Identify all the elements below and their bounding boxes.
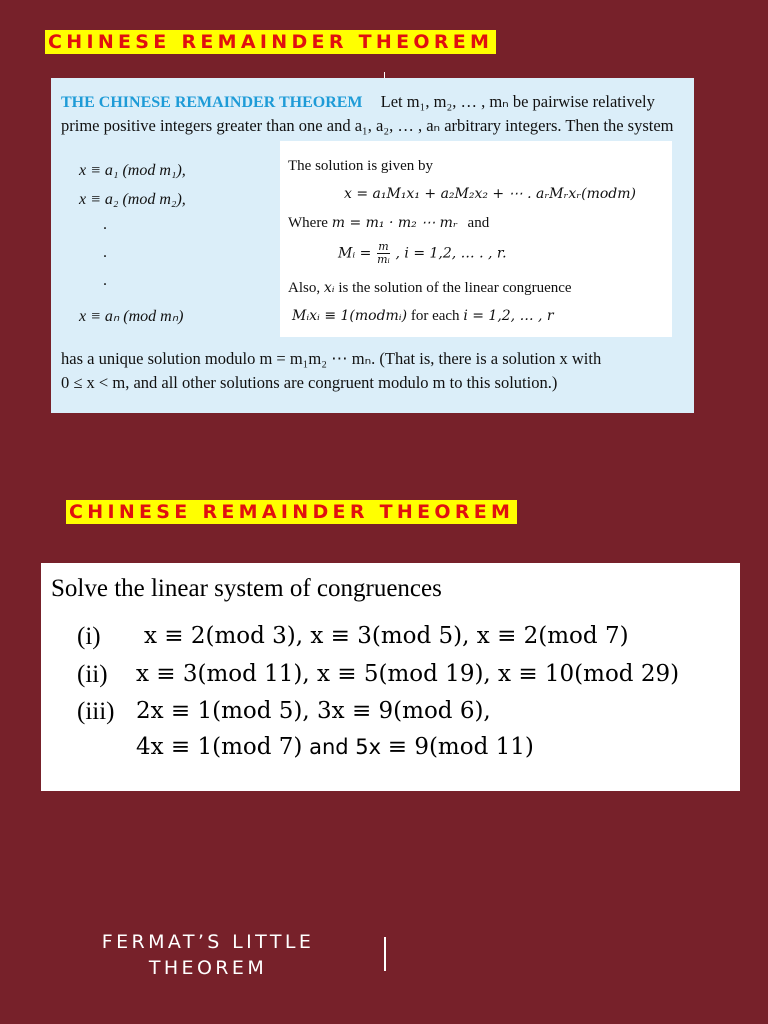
- also-variable: xᵢ: [323, 280, 335, 296]
- problem-iii-and: and 5x: [302, 735, 388, 759]
- solution-formula: x = a₁M₁x₁ + a₂M₂x₂ + ⋯ . aᵣMᵣxᵣ(modm): [344, 186, 636, 202]
- slide-header-crt-1: CHINESE REMAINDER THEOREM: [45, 30, 496, 54]
- divider-tick-bottom: [384, 937, 386, 971]
- foreach-expression: i = 1,2, … , r: [463, 308, 554, 324]
- theorem-title: THE CHINESE REMAINDER THEOREM: [61, 94, 363, 111]
- foreach-text: for each: [410, 308, 460, 324]
- problem-iii: 2x ≡ 1(mod 5), 3x ≡ 9(mod 6),: [136, 698, 491, 724]
- congruence-1: x ≡ a₁ (mod m₁),: [79, 162, 186, 179]
- problem-iii-part1: 4x ≡ 1(mod 7): [136, 734, 303, 760]
- problem-label-iii: (iii): [77, 698, 115, 725]
- theorem-line-1: [61, 92, 655, 113]
- problem-label-i: (i): [77, 623, 101, 650]
- Mi-numerator: m: [378, 240, 389, 253]
- problem-ii: x ≡ 3(mod 11), x ≡ 5(mod 19), x ≡ 10(mod 29): [136, 661, 680, 687]
- congruence-2: x ≡ a₂ (mod m₂),: [79, 191, 186, 208]
- and-label: and: [467, 215, 490, 231]
- also-text: is the solution of the linear congruence: [338, 280, 572, 296]
- problem-intro: Solve the linear system of congruences: [51, 575, 442, 602]
- solution-intro: The solution is given by: [288, 158, 433, 174]
- problem-iii-continuation: [136, 733, 534, 761]
- ellipsis-dot-3: .: [103, 272, 107, 289]
- congruence-n: x ≡ aₙ (mod mₙ): [79, 308, 184, 325]
- also-line: [288, 280, 572, 297]
- linear-congruence: Mᵢxᵢ ≡ 1(modmᵢ): [292, 308, 408, 324]
- Mi-rest: , i = 1,2, … . , r.: [395, 245, 507, 262]
- where-line: [288, 215, 489, 232]
- problem-iii-part2: ≡ 9(mod 11): [387, 734, 534, 760]
- theorem-box: [51, 78, 694, 413]
- Mi-fraction: [377, 241, 390, 266]
- theorem-line-1-text: Let m₁, m₂, … , mₙ be pairwise relatively: [380, 92, 655, 111]
- Mi-denominator: mᵢ: [377, 253, 390, 266]
- problem-label-ii: (ii): [77, 661, 108, 688]
- ellipsis-dot-2: .: [103, 244, 107, 261]
- problem-box: [41, 563, 740, 791]
- slide-header-crt-2: CHINESE REMAINDER THEOREM: [66, 500, 517, 524]
- theorem-conclusion-1: has a unique solution modulo m = m₁m₂ ⋯ mₙ. (That is, there is a solution x with: [61, 349, 602, 368]
- theorem-line-2: prime positive integers greater than one and a₁, a₂, … , aₙ arbitrary integers. Then the system: [61, 116, 674, 135]
- problem-i: x ≡ 2(mod 3), x ≡ 3(mod 5), x ≡ 2(mod 7): [144, 623, 629, 649]
- where-label: Where: [288, 215, 328, 231]
- also-label: Also,: [288, 280, 321, 296]
- Mi-definition: [338, 241, 507, 277]
- solution-box: [280, 141, 672, 337]
- theorem-conclusion-2: 0 ≤ x < m, and all other solutions are congruent modulo m to this solution.): [61, 373, 558, 392]
- ellipsis-dot-1: .: [103, 216, 107, 233]
- fermat-slide-title: FERMAT’S LITTLE THEOREM: [101, 931, 315, 979]
- Mi-lhs: Mᵢ =: [338, 245, 372, 262]
- linear-congruence-line: [292, 308, 554, 325]
- where-expression: m = m₁ · m₂ ⋯ mᵣ: [331, 215, 458, 231]
